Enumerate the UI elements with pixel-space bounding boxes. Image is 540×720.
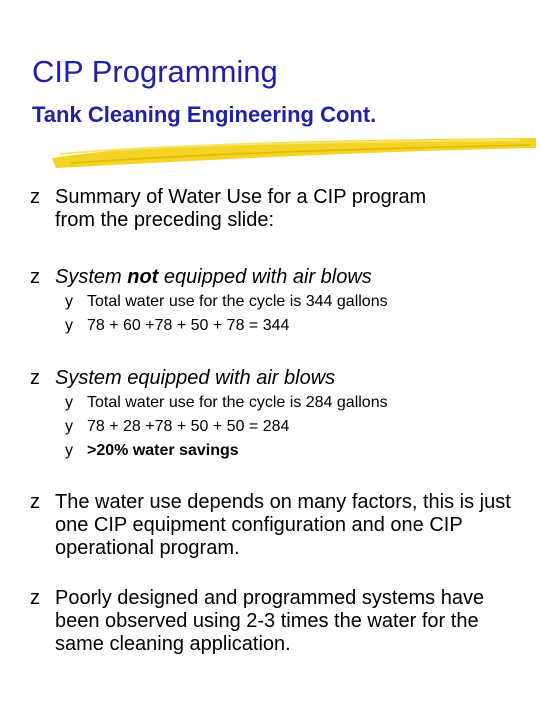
bullet-line: same cleaning application. — [55, 633, 291, 655]
bullet-line: Poorly designed and programmed systems have — [55, 587, 485, 609]
sub-bullet-marker: y — [65, 418, 73, 435]
bullet-marker: z — [30, 491, 40, 513]
slide-title: CIP Programming — [32, 54, 278, 89]
sub-bullet-text: Total water use for the cycle is 284 gallons — [87, 394, 388, 411]
bullet-line: one CIP equipment configuration and one CIP — [55, 514, 463, 536]
bullet-line: The water use depends on many factors, this is just — [55, 491, 511, 513]
bullet-line: from the preceding slide: — [55, 209, 275, 231]
slide-subtitle: Tank Cleaning Engineering Cont. — [32, 102, 377, 127]
yellow-brush-stroke-icon — [50, 132, 538, 172]
bullet-text — [55, 587, 525, 656]
bullet-line: Summary of Water Use for a CIP program — [55, 186, 427, 208]
text-bold: not — [127, 266, 159, 288]
text-pre: System — [55, 266, 128, 288]
sub-bullet-marker: y — [65, 394, 73, 411]
bullet-text: System equipped with air blows — [55, 367, 336, 389]
bullet-text — [55, 186, 525, 232]
bullet-text — [55, 266, 525, 289]
text-post: equipped with air blows — [158, 266, 372, 288]
sub-bullet-text: >20% water savings — [87, 442, 239, 459]
bullet-marker: z — [30, 367, 40, 389]
bullet-marker: z — [30, 587, 40, 609]
sub-bullet-text: 78 + 60 +78 + 50 + 78 = 344 — [87, 317, 290, 334]
bullet-line: operational program. — [55, 537, 240, 559]
sub-bullet-marker: y — [65, 442, 73, 459]
bullet-line: been observed using 2-3 times the water for the — [55, 610, 479, 632]
bullet-marker: z — [30, 186, 40, 208]
sub-bullet-text: Total water use for the cycle is 344 gallons — [87, 293, 388, 310]
bullet-marker: z — [30, 266, 40, 288]
sub-bullet-marker: y — [65, 317, 73, 334]
sub-bullet-text: 78 + 28 +78 + 50 + 50 = 284 — [87, 418, 290, 435]
sub-bullet-marker: y — [65, 293, 73, 310]
bullet-text — [55, 491, 525, 560]
